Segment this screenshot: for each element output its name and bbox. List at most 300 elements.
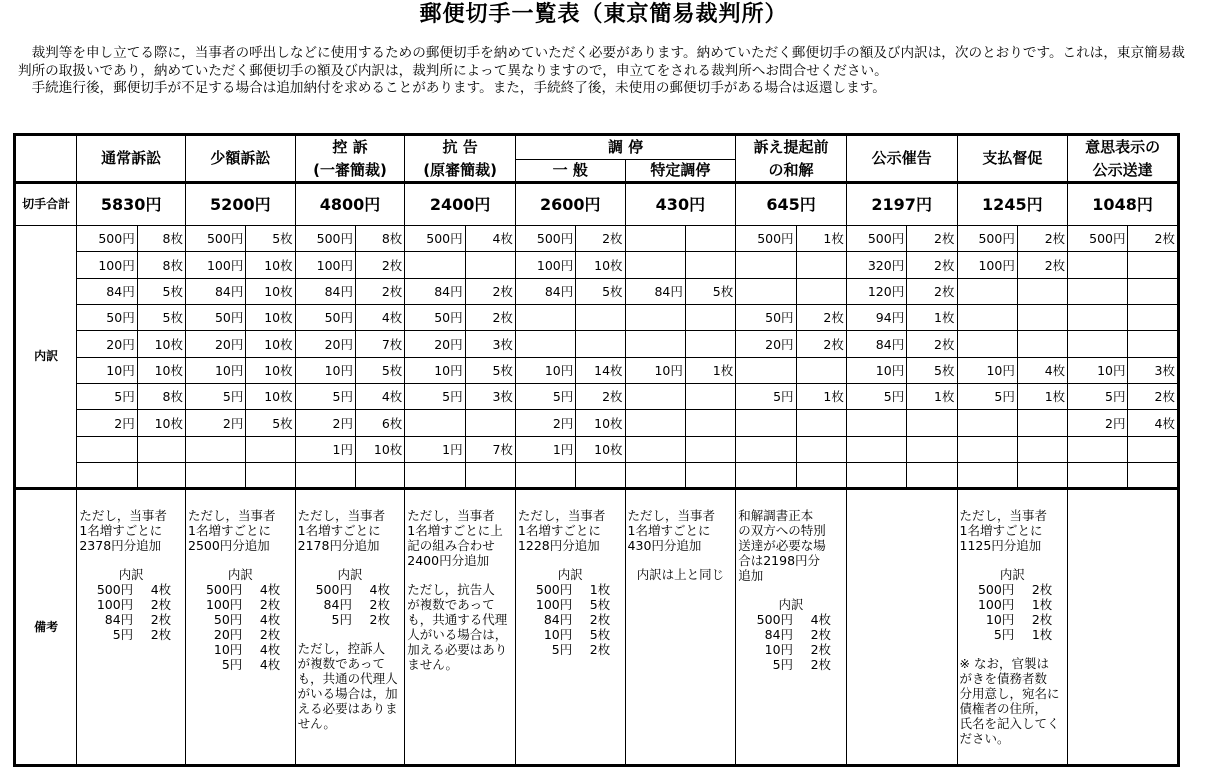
stamp-value [1068,252,1128,278]
stamp-count: 5枚 [685,278,735,304]
stamp-value [736,436,796,462]
stamp-value [736,357,796,383]
note-text-line: 和解調書正本 [738,508,814,524]
note-tail-line: 加える必要はあり [407,642,508,658]
note-item-value: 500円 [756,612,794,628]
note-subheading: 内訳 [557,567,583,583]
note-item-count: 1枚 [1031,627,1053,643]
stamp-value [515,305,575,331]
stamp-count [1128,463,1179,489]
note-item [296,597,405,612]
stamp-count: 2枚 [907,331,957,357]
stamp-count [137,463,185,489]
stamp-value [625,305,685,331]
stamp-count: 5枚 [465,357,515,383]
stamp-value [957,305,1017,331]
stamp-value [1068,278,1128,304]
stamp-value: 20円 [736,331,796,357]
note-tail-line: 人がいる場合は， [407,627,508,643]
note-item-value: 10円 [985,612,1015,628]
total-value: 4800円 [295,182,405,226]
note-item-value: 84円 [104,612,134,628]
stamp-value: 84円 [625,278,685,304]
stamp-count: 10枚 [246,357,295,383]
note-cell [736,489,847,766]
stamp-value: 20円 [77,331,137,357]
stamp-value: 50円 [736,305,796,331]
note-text-line: 1名増すごとに [627,523,711,539]
stamp-value [186,436,246,462]
note-cell [957,489,1068,766]
stamp-value [957,463,1017,489]
stamp-count [685,226,735,252]
stamp-count [1017,463,1067,489]
stamp-value: 500円 [957,226,1017,252]
intro-paragraph-1: 裁判等を申し立てる際に，当事者の呼出しなどに使用するための郵便切手を納めていただく必要があります。納めていただく郵便切手の額及び内訳は，次のとおりです。これは，東京簡易裁判所の取扱いであり，納めていただく郵便切手の額及び内訳は，裁判所によって異なりますので，申立てをされる裁判所へお問合せください。 [18,45,1185,79]
note-item-value: 10円 [213,642,243,658]
stamp-count: 10枚 [576,410,625,436]
stamp-count [1017,331,1067,357]
note-text-line: 1名増すごとに [79,523,163,539]
note-item [77,582,185,597]
stamp-value: 10円 [515,357,575,383]
stamp-value [625,252,685,278]
stamp-value: 320円 [846,252,906,278]
stamp-value: 10円 [405,357,465,383]
stamp-count [685,331,735,357]
note-tail-line: せん。 [297,716,336,732]
stamp-value: 84円 [295,278,355,304]
stamp-value: 500円 [515,226,575,252]
stamp-count [907,410,957,436]
stamp-count: 5枚 [576,278,625,304]
note-tail-line: がいる場合は，加 [297,686,398,702]
stamp-count: 1枚 [1017,384,1067,410]
note-item-value: 100円 [535,597,573,613]
note-text-line: の双方への特別 [738,523,826,539]
note-text-line: ただし，当事者 [959,508,1048,524]
stamp-count [1128,252,1179,278]
stamp-value: 84円 [405,278,465,304]
header-chotei: 調 停 [515,135,735,160]
note-item-count: 2枚 [1031,582,1053,598]
stamp-value [186,463,246,489]
stamp-count: 8枚 [137,226,185,252]
stamp-count [576,331,625,357]
note-item-count: 1枚 [589,582,611,598]
stamp-count: 8枚 [137,252,185,278]
stamp-count: 5枚 [907,357,957,383]
stamp-value [625,410,685,436]
note-text-line: 1名増すごとに [188,523,271,539]
header-corner [15,135,77,183]
stamp-value [1068,463,1128,489]
stamp-value: 500円 [1068,226,1128,252]
note-item-value: 84円 [764,627,794,643]
note-item-count: 2枚 [369,597,390,613]
note-item-value: 500円 [977,582,1015,598]
stamp-value: 100円 [77,252,137,278]
stamp-value: 2円 [295,410,355,436]
note-item-count: 5枚 [589,627,611,643]
stamp-count [1017,278,1067,304]
note-text-line: 2500円分追加 [188,538,270,554]
note-item [77,597,185,612]
stamp-value [957,331,1017,357]
header-koso-line1: 控 訴 [295,135,405,160]
note-cell [846,489,957,766]
note-item-count: 2枚 [589,612,611,628]
stamp-count: 2枚 [796,331,846,357]
note-item [958,612,1068,627]
stamp-count [246,463,295,489]
note-item-count: 2枚 [259,597,281,613]
stamp-value [515,463,575,489]
note-text-line: ただし，当事者 [517,508,606,524]
stamp-value: 50円 [77,305,137,331]
note-item-count: 2枚 [150,597,172,613]
stamp-count: 4枚 [465,226,515,252]
stamp-value: 2円 [77,410,137,436]
note-tail-line: も，共通の代理人 [297,671,398,687]
stamp-count [685,410,735,436]
stamp-value: 5円 [846,384,906,410]
stamp-count: 2枚 [907,226,957,252]
note-item-value: 84円 [543,612,573,628]
note-subheading: 内訳 [227,567,253,583]
stamp-count: 1枚 [907,305,957,331]
total-value: 5200円 [186,182,296,226]
note-item-value: 500円 [96,582,134,598]
stamp-count: 14枚 [576,357,625,383]
note-tail-line: がきを債務者数 [959,671,1048,687]
note-text-line: ただし，当事者 [297,508,386,524]
note-item-count: 4枚 [810,612,832,628]
header-wakai-line1: 訴え提起前 [736,135,847,160]
stamp-count [685,463,735,489]
notes-label: 備考 [15,489,77,766]
note-cell [186,489,296,766]
note-text-line: ただし，当事者 [407,508,495,524]
header-ishi-line2: 公示送達 [1068,160,1179,182]
total-value: 2600円 [515,182,625,226]
note-subheading: 内訳 [118,567,144,583]
stamp-value: 100円 [957,252,1017,278]
note-item-count: 2枚 [369,612,390,628]
note-item [736,657,846,672]
intro-paragraph-2: 手続進行後，郵便切手が不足する場合は追加納付を求めることがあります。また，手続終了後，未使用の郵便切手がある場合は返還します。 [18,80,886,96]
note-item-value: 500円 [535,582,573,598]
stamp-count: 1枚 [796,384,846,410]
stamp-value: 5円 [186,384,246,410]
stamp-value [77,436,137,462]
stamp-value [1068,331,1128,357]
stamp-value [957,278,1017,304]
note-text-line: 1名増すごとに [297,523,381,539]
stamp-count [1017,436,1067,462]
header-kokoku-line2: (原審簡裁) [405,160,516,182]
page-title: 郵便切手一覧表（東京簡易裁判所） [419,2,788,27]
note-item [516,582,625,597]
stamp-count: 10枚 [576,436,625,462]
stamp-count [685,384,735,410]
note-spacer [296,627,405,641]
note-item-count: 2枚 [1031,612,1053,628]
stamp-value [515,331,575,357]
stamp-count: 4枚 [355,305,404,331]
note-item-count: 2枚 [589,642,611,658]
stamp-value: 2円 [1068,410,1128,436]
stamp-value: 100円 [186,252,246,278]
stamp-value: 5円 [405,384,465,410]
note-item-value: 5円 [112,627,134,643]
note-text-line: 合は2198円分 [738,553,821,569]
note-cell [405,489,516,766]
stamp-value: 94円 [846,305,906,331]
stamp-count [465,463,515,489]
header-kokoku-line1: 抗 告 [405,135,516,160]
note-item-value: 100円 [96,597,134,613]
note-text-line: 1125円分追加 [959,538,1042,554]
note-text-line: 1名増すごとに [517,523,601,539]
stamp-value: 2円 [515,410,575,436]
stamp-count: 2枚 [355,278,404,304]
note-item [77,627,185,642]
header-koji: 公示催告 [846,135,957,183]
note-tail-line: が複数であって [407,597,495,613]
note-text-line: ただし，当事者 [188,508,276,524]
stamp-value: 20円 [405,331,465,357]
note-tail-line: ださい。 [959,731,1010,747]
stamp-value [625,384,685,410]
stamp-count: 2枚 [907,252,957,278]
stamp-count [685,305,735,331]
stamp-value: 5円 [957,384,1017,410]
note-tail-line: 債権者の住所， [959,701,1048,717]
note-cell [1068,489,1179,766]
note-item [516,642,625,657]
stamp-table [13,133,1180,767]
total-label: 切手合計 [15,182,77,226]
stamp-value: 5円 [515,384,575,410]
stamp-count: 2枚 [1017,252,1067,278]
note-tail-line: ※ なお，官製は [959,656,1049,672]
stamp-count: 4枚 [1128,410,1179,436]
note-text-line: 2178円分追加 [297,538,380,554]
stamp-value [295,463,355,489]
note-item-value: 50円 [213,612,243,628]
stamp-value: 10円 [625,357,685,383]
stamp-value [405,410,465,436]
stamp-count [1128,436,1179,462]
note-text-line: ただし，当事者 [627,508,716,524]
note-item-value: 5円 [993,627,1015,643]
note-item-count: 4枚 [369,582,390,598]
stamp-value: 20円 [295,331,355,357]
note-subheading: 内訳 [778,597,804,613]
stamp-count: 5枚 [355,357,404,383]
note-item-count: 4枚 [259,582,281,598]
total-value: 2197円 [846,182,957,226]
stamp-count: 6枚 [355,410,404,436]
stamp-value: 50円 [295,305,355,331]
note-text-line: 記の組み合わせ [407,538,495,554]
stamp-value [846,463,906,489]
note-item [736,642,846,657]
stamp-value: 10円 [295,357,355,383]
note-item-value: 10円 [543,627,573,643]
stamp-count: 5枚 [246,410,295,436]
stamp-value [77,463,137,489]
stamp-value: 10円 [77,357,137,383]
stamp-value [846,410,906,436]
stamp-value: 500円 [846,226,906,252]
intro-text [18,45,1193,98]
note-item [77,612,185,627]
stamp-count: 7枚 [465,436,515,462]
stamp-count: 8枚 [137,384,185,410]
stamp-value: 10円 [957,357,1017,383]
note-text-line: 1名増すごとに上 [407,523,503,539]
stamp-value [957,436,1017,462]
stamp-value: 10円 [1068,357,1128,383]
stamp-value: 50円 [405,305,465,331]
breakdown-label: 内訳 [15,226,77,489]
stamp-value: 100円 [515,252,575,278]
note-text-line: 追加 [738,568,764,584]
note-subheading: 内訳 [337,567,363,583]
note-item [186,642,295,657]
stamp-count: 2枚 [1017,226,1067,252]
stamp-count [907,463,957,489]
stamp-value: 84円 [846,331,906,357]
stamp-value [625,436,685,462]
note-item-value: 84円 [323,597,352,613]
note-item-value: 100円 [205,597,243,613]
header-chotei-tokutei: 特定調停 [625,160,736,182]
stamp-value [736,410,796,436]
note-item-value: 5円 [221,657,243,673]
note-text-line: ただし，当事者 [79,508,167,524]
stamp-value [1068,305,1128,331]
note-item [186,657,295,672]
note-spacer [405,568,515,582]
stamp-count: 2枚 [576,226,625,252]
stamp-count [1017,410,1067,436]
stamp-count [796,436,846,462]
stamp-count [576,463,625,489]
stamp-value: 10円 [846,357,906,383]
header-shiharai: 支払督促 [957,135,1068,183]
stamp-count: 10枚 [355,436,404,462]
note-item-count: 2枚 [810,642,832,658]
note-item-count: 2枚 [150,627,172,643]
stamp-count [796,410,846,436]
stamp-count: 10枚 [576,252,625,278]
stamp-count [685,436,735,462]
note-cell [625,489,736,766]
stamp-value: 84円 [186,278,246,304]
note-tail-line: える必要はありま [297,701,398,717]
note-item [516,597,625,612]
stamp-count: 10枚 [137,357,185,383]
note-item [186,612,295,627]
stamp-count [796,278,846,304]
total-value: 1245円 [957,182,1068,226]
stamp-value [625,331,685,357]
stamp-count: 10枚 [246,305,295,331]
header-shogaku: 少額訴訟 [186,135,296,183]
note-cell [77,489,186,766]
stamp-value [625,463,685,489]
stamp-value: 5円 [736,384,796,410]
stamp-count [465,410,515,436]
note-item-count: 4枚 [259,612,281,628]
stamp-count: 10枚 [246,384,295,410]
stamp-count: 5枚 [137,305,185,331]
stamp-value [1068,436,1128,462]
total-value: 5830円 [77,182,186,226]
stamp-count: 3枚 [465,331,515,357]
stamp-value: 5円 [295,384,355,410]
note-item-count: 4枚 [259,642,281,658]
stamp-value: 1円 [295,436,355,462]
header-wakai-line2: の和解 [736,160,847,182]
note-item-value: 500円 [205,582,243,598]
note-item [186,582,295,597]
stamp-count: 2枚 [1128,384,1179,410]
note-text-line: 1名増すごとに [959,523,1043,539]
stamp-value: 1円 [405,436,465,462]
note-tail-line: 分用意し，宛名に [959,686,1060,702]
note-text-line: 送達が必要な場 [738,538,826,554]
stamp-value: 2円 [186,410,246,436]
note-cell [295,489,405,766]
stamp-count: 2枚 [465,278,515,304]
stamp-value: 5円 [1068,384,1128,410]
header-tsujo: 通常訴訟 [77,135,186,183]
note-tail-line: が複数であって [297,656,386,672]
stamp-value: 500円 [295,226,355,252]
stamp-count [796,357,846,383]
stamp-value [736,252,796,278]
note-item-value: 5円 [772,657,794,673]
note-item [516,627,625,642]
note-tail-line: ません。 [407,657,459,673]
stamp-count: 10枚 [137,331,185,357]
note-subheading: 内訳は上と同じ [636,567,725,583]
stamp-value [405,252,465,278]
note-text-line: 430円分追加 [627,538,702,554]
header-koso-line2: (一審簡裁) [295,160,405,182]
stamp-count: 5枚 [137,278,185,304]
note-item [186,597,295,612]
stamp-count: 3枚 [465,384,515,410]
total-value: 645円 [736,182,847,226]
note-item-count: 1枚 [1031,597,1053,613]
stamp-count [355,463,404,489]
stamp-count: 5枚 [246,226,295,252]
note-item-value: 100円 [977,597,1015,613]
note-item-count: 4枚 [259,657,281,673]
stamp-count [685,252,735,278]
stamp-count: 1枚 [907,384,957,410]
stamp-value: 1円 [515,436,575,462]
note-item [736,627,846,642]
stamp-count [246,436,295,462]
stamp-count: 8枚 [355,226,404,252]
note-tail-line: ただし，抗告人 [407,582,495,598]
